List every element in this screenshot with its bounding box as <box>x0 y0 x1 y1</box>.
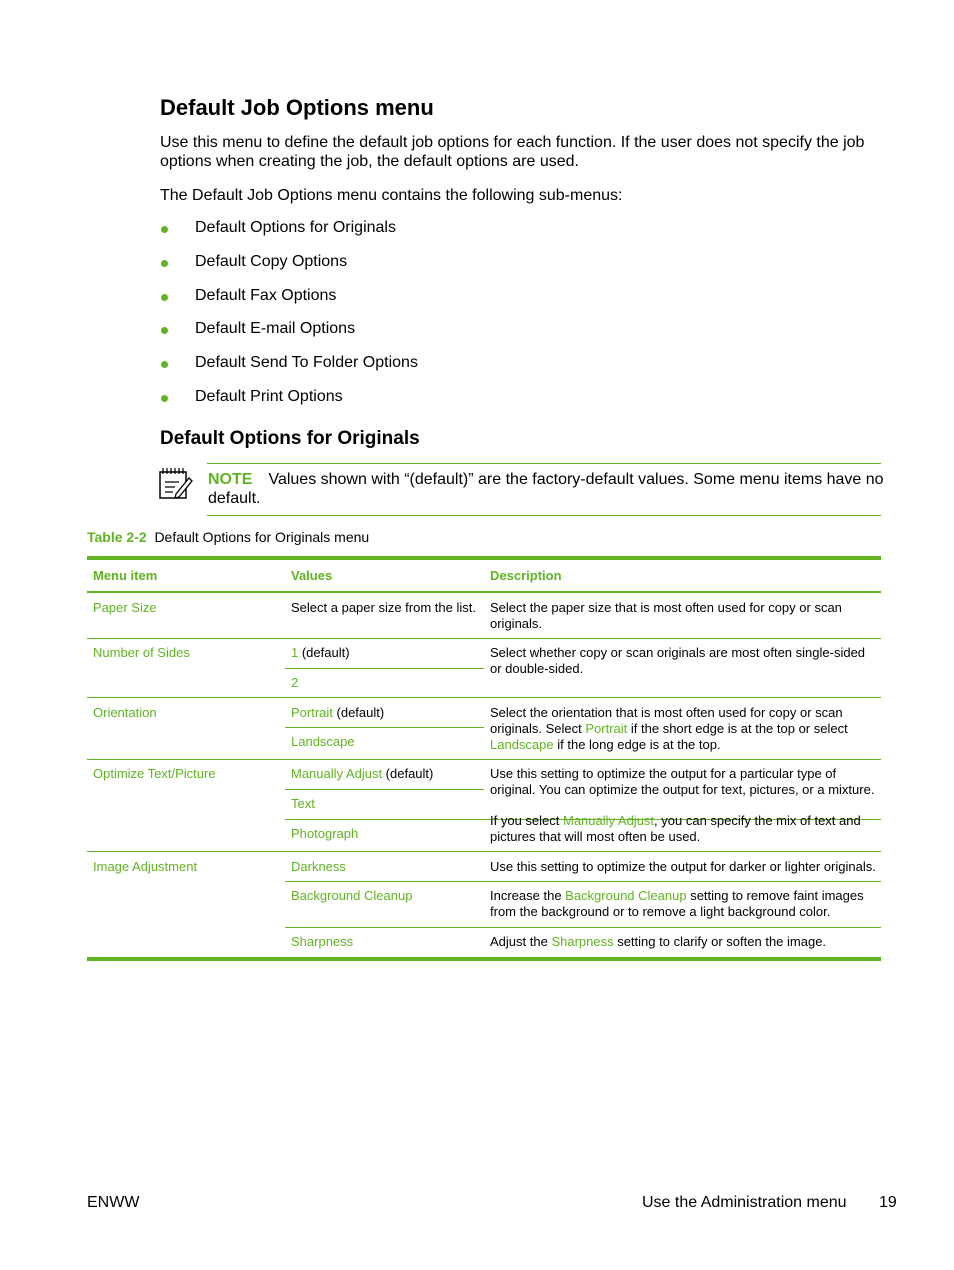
menu-item-paper-size: Paper Size <box>93 600 157 615</box>
list-item: Default E-mail Options <box>195 320 356 337</box>
value-optimize-text: Text <box>291 796 315 811</box>
value-background-cleanup: Background Cleanup <box>291 888 413 903</box>
bullet-icon <box>161 260 168 267</box>
value-optimize-manual: Manually Adjust (default) <box>291 766 434 781</box>
page-number: 19 <box>879 1194 897 1211</box>
footer-section: Use the Administration menu <box>642 1194 847 1211</box>
sub-row-rule <box>285 789 484 790</box>
note-text <box>208 470 888 508</box>
menu-item-image-adjustment: Image Adjustment <box>93 859 198 874</box>
table-top-rule <box>87 556 881 560</box>
bullet-icon <box>161 361 168 368</box>
header-rule <box>87 591 881 593</box>
menu-item-orientation: Orientation <box>93 705 157 720</box>
list-item: Default Fax Options <box>195 287 337 304</box>
menu-item-number-of-sides: Number of Sides <box>93 645 190 660</box>
bullet-icon <box>161 226 168 233</box>
value-orientation-portrait: Portrait (default) <box>291 705 385 720</box>
header-menu-item: Menu item <box>93 568 158 583</box>
list-item: Default Send To Folder Options <box>195 354 418 371</box>
table-caption-text: Default Options for Originals menu <box>154 529 370 545</box>
list-item: Default Copy Options <box>195 253 348 270</box>
sub-row-rule <box>285 881 881 882</box>
sub-row-rule <box>285 927 881 928</box>
note-top-rule <box>207 463 881 464</box>
header-values: Values <box>291 568 333 583</box>
header-description: Description <box>490 568 562 583</box>
intro-paragraph: Use this menu to define the default job options for each function. If the user does not specify the job options when creating the job, the default options are used. <box>160 134 865 170</box>
bullet-icon <box>161 395 168 402</box>
submenus-intro: The Default Job Options menu contains the following sub-menus: <box>160 187 623 204</box>
value-darkness: Darkness <box>291 859 346 874</box>
desc-darkness: Use this setting to optimize the output for darker or lighter originals. <box>490 859 876 874</box>
list-item: Default Print Options <box>195 388 343 405</box>
note-bottom-rule <box>207 515 881 516</box>
list-item: Default Options for Originals <box>195 219 396 236</box>
desc-number-of-sides: Select whether copy or scan originals are most often single-sided or double-sided. <box>490 645 866 676</box>
desc-sharpness: Adjust the Sharpness setting to clarify or soften the image. <box>490 934 827 949</box>
value-sides-1: 1 (default) <box>291 645 350 660</box>
sub-row-rule <box>285 727 484 728</box>
desc-optimize-1: Use this setting to optimize the output for a particular type of original. You can optimize the output for text, pictures, or a mixture. <box>490 766 875 797</box>
footer-left: ENWW <box>87 1194 140 1211</box>
row-rule <box>87 759 881 760</box>
table-caption-label: Table 2-2 <box>87 529 147 545</box>
note-icon <box>158 466 194 500</box>
bullet-icon <box>161 327 168 334</box>
row-rule <box>87 697 881 698</box>
page-title: Default Job Options menu <box>160 95 434 120</box>
note-body: Values shown with “(default)” are the factory-default values. Some menu items have no default. <box>208 471 884 507</box>
value-sides-2: 2 <box>291 675 299 690</box>
desc-optimize-2: If you select Manually Adjust, you can specify the mix of text and pictures that will most often be used. <box>490 813 861 844</box>
menu-item-optimize: Optimize Text/Picture <box>93 766 216 781</box>
row-rule <box>87 638 881 639</box>
row-rule <box>87 851 881 852</box>
bullet-icon <box>161 294 168 301</box>
table-bottom-rule <box>87 957 881 961</box>
note-label: NOTE <box>208 471 253 488</box>
desc-background-cleanup: Increase the Background Cleanup setting to remove faint images from the background or to remove a light background color. <box>490 888 864 919</box>
value-optimize-photograph: Photograph <box>291 826 359 841</box>
value-orientation-landscape: Landscape <box>291 734 355 749</box>
desc-paper-size: Select the paper size that is most often used for copy or scan originals. <box>490 600 842 631</box>
table-caption <box>87 529 369 545</box>
section-heading: Default Options for Originals <box>160 428 420 449</box>
value-paper-size: Select a paper size from the list. <box>291 600 476 615</box>
value-sharpness: Sharpness <box>291 934 354 949</box>
sub-row-rule <box>285 668 484 669</box>
desc-orientation: Select the orientation that is most often used for copy or scan originals. Select Portrait if the short edge is at the top or select Landscape if the long edge is at the top. <box>490 705 848 752</box>
